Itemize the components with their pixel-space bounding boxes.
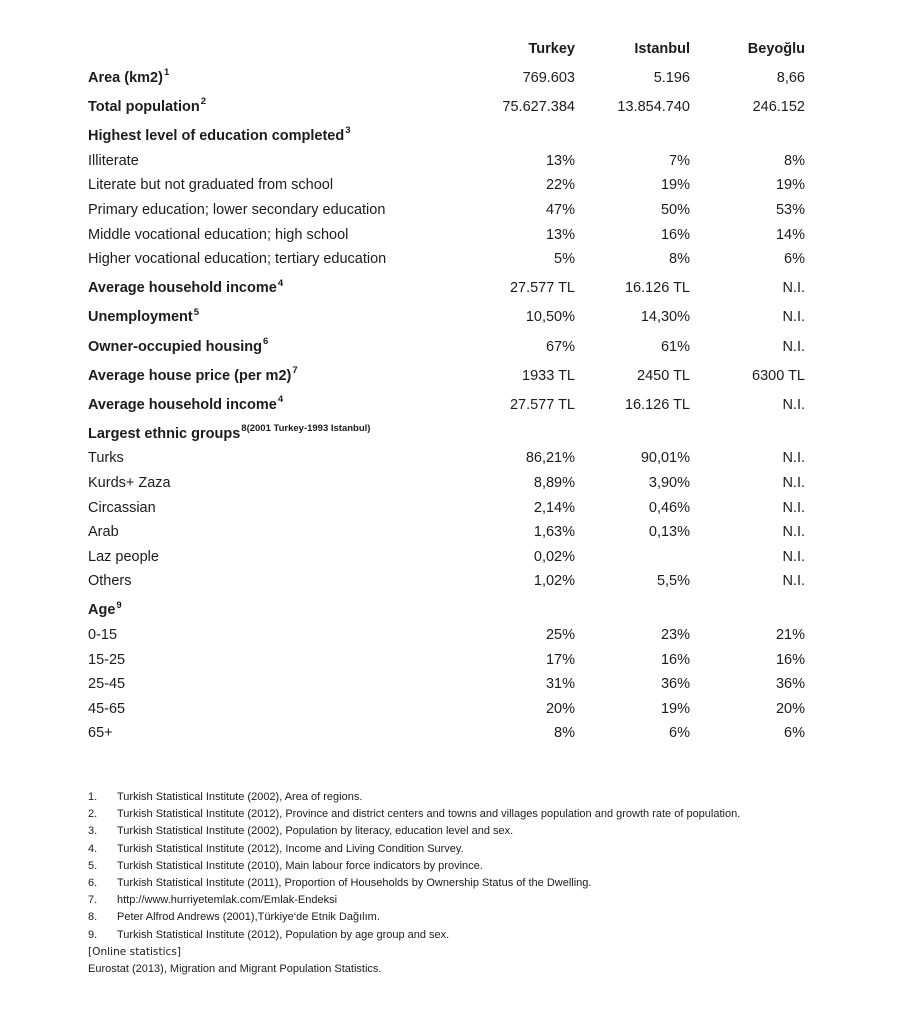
cell-istanbul: 16.126 TL <box>624 396 690 413</box>
cell-beyoglu: N.I. <box>782 475 805 491</box>
cell-turkey: 17% <box>545 651 575 668</box>
footnote-ref: 4 <box>277 393 284 405</box>
cell-turkey: 86,21% <box>525 450 575 467</box>
footnote-ref: 9 <box>116 599 122 611</box>
cell-istanbul: 8% <box>669 251 690 268</box>
table-row <box>88 393 805 418</box>
row-label-text: 65+ <box>88 725 113 742</box>
footnote-item <box>88 841 888 858</box>
table-row <box>88 598 805 623</box>
table-body <box>88 66 805 746</box>
row-label <box>88 672 460 697</box>
row-label-text: Turks <box>88 450 124 467</box>
cell-istanbul: 3,90% <box>648 475 690 491</box>
footnote-item <box>88 892 888 909</box>
row-label-text: Average household income <box>88 280 277 297</box>
row-label-text: Illiterate <box>88 152 139 169</box>
row-label <box>88 393 460 418</box>
footnote-number: 6. <box>88 877 98 890</box>
cell-istanbul: 13.854.740 <box>617 99 690 116</box>
row-label <box>88 520 460 545</box>
table-row <box>88 247 805 272</box>
row-label <box>88 95 460 120</box>
row-label <box>88 173 460 198</box>
footnote-ref: 4 <box>277 277 284 289</box>
cell-istanbul: 0,46% <box>648 499 690 516</box>
table-row <box>88 198 805 223</box>
footnote-number: 2. <box>88 808 98 821</box>
table-row <box>88 545 805 570</box>
footnote-text: Turkish Statistical Institute (2011), Proportion of Households by Ownership Status of the Dwelling. <box>117 877 592 890</box>
cell-turkey: 75.627.384 <box>502 99 575 116</box>
cell-beyoglu: N.I. <box>782 573 805 590</box>
cell-beyoglu: N.I. <box>782 396 805 413</box>
row-label-text: Highest level of education completed <box>88 128 345 145</box>
cell-beyoglu: N.I. <box>782 280 805 297</box>
table-row <box>88 173 805 198</box>
table-row <box>88 124 805 149</box>
cell-beyoglu: N.I. <box>782 338 805 355</box>
cell-beyoglu: 6% <box>784 251 805 268</box>
row-label <box>88 598 460 623</box>
row-label <box>88 471 460 496</box>
footnote-item <box>88 875 888 892</box>
row-label <box>88 623 460 648</box>
footnote-text: Turkish Statistical Institute (2012), Population by age group and sex. <box>117 928 450 941</box>
cell-turkey: 1,02% <box>533 573 575 590</box>
row-label-text: Middle vocational education; high school <box>88 226 349 243</box>
cell-turkey: 20% <box>545 700 575 717</box>
row-label <box>88 223 460 248</box>
table-row <box>88 149 805 174</box>
row-label-text: 25-45 <box>88 676 126 693</box>
table-row <box>88 648 805 673</box>
row-label-text: Unemployment <box>88 309 193 326</box>
cell-beyoglu: N.I. <box>782 524 805 541</box>
table-row <box>88 223 805 248</box>
cell-turkey: 1,63% <box>533 524 575 541</box>
row-label <box>88 364 460 389</box>
table-row <box>88 721 805 746</box>
table-row <box>88 697 805 722</box>
row-label <box>88 66 460 91</box>
row-label-text: Age <box>88 602 116 619</box>
footnote-extra-line: Eurostat (2013), Migration and Migrant Population Statistics. <box>88 963 382 976</box>
cell-istanbul: 6% <box>669 725 690 742</box>
cell-turkey: 8,89% <box>533 475 575 491</box>
row-label-text: Kurds+ Zaza <box>88 475 171 491</box>
cell-beyoglu: 36% <box>775 676 805 693</box>
cell-turkey: 2,14% <box>533 499 575 516</box>
footnote-extra-line: [Online statistics] <box>88 945 182 958</box>
row-label-text: Average household income <box>88 396 277 413</box>
table-row <box>88 305 805 330</box>
footnote-item <box>88 789 888 806</box>
row-label <box>88 149 460 174</box>
row-label <box>88 496 460 521</box>
table-row <box>88 672 805 697</box>
cell-turkey: 67% <box>545 338 575 355</box>
footnote-text: Turkish Statistical Institute (2002), Population by literacy, education level and sex. <box>117 825 514 838</box>
table-row <box>88 335 805 360</box>
cell-istanbul: 19% <box>660 177 690 194</box>
footnote-text: Peter Alfrod Andrews (2001),Türkiye‘de Etnik Dağılım. <box>117 911 380 924</box>
cell-beyoglu: 8,66 <box>776 70 805 87</box>
row-label <box>88 569 460 594</box>
cell-beyoglu: 246.152 <box>752 99 805 116</box>
cell-turkey: 0,02% <box>533 548 575 565</box>
row-label <box>88 648 460 673</box>
cell-istanbul: 16% <box>660 651 690 668</box>
footnote-text: http://www.hurriyetemlak.com/Emlak-Endeksi <box>117 894 338 907</box>
footnote-number: 5. <box>88 859 98 872</box>
footnote-ref: 1 <box>163 67 170 79</box>
row-label <box>88 721 460 746</box>
row-label-text: 45-65 <box>88 700 126 717</box>
table-row <box>88 422 805 447</box>
table-row <box>88 276 805 301</box>
footnote-ref: 8(2001 Turkey-1993 Istanbul) <box>241 422 371 434</box>
table-row <box>88 569 805 594</box>
cell-beyoglu: N.I. <box>782 450 805 467</box>
cell-turkey: 27.577 TL <box>509 396 575 413</box>
row-label-text: Circassian <box>88 499 156 516</box>
cell-beyoglu: 21% <box>775 627 805 644</box>
footnotes-numbered <box>88 789 888 944</box>
cell-turkey: 25% <box>545 627 575 644</box>
footnote-text: Turkish Statistical Institute (2012), Province and district centers and towns and villages population and growth rate of population. <box>117 808 741 821</box>
cell-beyoglu: 8% <box>784 152 805 169</box>
cell-turkey: 1933 TL <box>522 367 575 384</box>
row-label-text: Owner-occupied housing <box>88 338 263 355</box>
cell-istanbul: 23% <box>660 627 690 644</box>
cell-turkey: 769.603 <box>522 70 575 87</box>
row-label <box>88 545 460 570</box>
table-row <box>88 66 805 91</box>
footnote-ref: 6 <box>263 335 269 347</box>
footnote-number: 8. <box>88 911 98 924</box>
footnote-item <box>88 823 888 840</box>
footnote-number: 9. <box>88 928 98 941</box>
footnote-number: 1. <box>88 791 98 803</box>
cell-beyoglu: N.I. <box>782 309 805 326</box>
table-row <box>88 364 805 389</box>
column-header-beyoglu: Beyoğlu <box>747 41 805 57</box>
row-label <box>88 335 460 360</box>
table-row <box>88 471 805 496</box>
cell-istanbul: 7% <box>669 152 690 169</box>
cell-turkey: 8% <box>554 725 575 742</box>
footnote-item <box>88 927 888 944</box>
row-label-text: Largest ethnic groups <box>88 425 241 442</box>
column-header-istanbul: Istanbul <box>634 41 690 57</box>
table-row <box>88 95 805 120</box>
footnote-text: Turkish Statistical Institute (2010), Main labour force indicators by province. <box>117 859 483 872</box>
cell-beyoglu: 16% <box>775 651 805 668</box>
row-label-text: Arab <box>88 524 119 541</box>
cell-istanbul: 61% <box>660 338 690 355</box>
cell-beyoglu: 6% <box>784 725 805 742</box>
row-label-text: Primary education; lower secondary education <box>88 202 386 219</box>
cell-beyoglu: 20% <box>775 700 805 717</box>
footnote-item <box>88 858 888 875</box>
table-header-row <box>88 37 805 62</box>
row-label <box>88 446 460 471</box>
row-label-text: Average house price (per m2) <box>88 367 292 384</box>
cell-turkey: 10,50% <box>525 309 575 326</box>
cell-istanbul: 36% <box>660 676 690 693</box>
row-label-text: 0-15 <box>88 627 118 644</box>
cell-beyoglu: N.I. <box>782 548 805 565</box>
table-row <box>88 446 805 471</box>
row-label <box>88 422 460 447</box>
row-label <box>88 247 460 272</box>
row-label-text: Total population <box>88 99 200 116</box>
table-row <box>88 520 805 545</box>
footnote-text: Turkish Statistical Institute (2002), Area of regions. <box>117 791 363 803</box>
row-label-text: Others <box>88 573 132 590</box>
cell-beyoglu: 6300 TL <box>752 367 805 384</box>
row-label-text: Area (km2) <box>88 70 163 87</box>
cell-turkey: 5% <box>554 251 575 268</box>
cell-istanbul: 16.126 TL <box>624 280 690 297</box>
cell-beyoglu: 19% <box>775 177 805 194</box>
row-label <box>88 305 460 330</box>
footnote-item <box>88 806 888 823</box>
cell-istanbul: 19% <box>660 700 690 717</box>
footnotes-extra <box>88 944 888 978</box>
row-label <box>88 198 460 223</box>
cell-beyoglu: 14% <box>775 226 805 243</box>
footnote-item <box>88 909 888 926</box>
cell-istanbul: 5.196 <box>653 70 690 87</box>
column-header-turkey: Turkey <box>528 41 575 57</box>
stats-table <box>88 37 805 746</box>
cell-istanbul: 0,13% <box>648 524 690 541</box>
cell-turkey: 27.577 TL <box>509 280 575 297</box>
cell-turkey: 47% <box>545 202 575 219</box>
cell-turkey: 13% <box>545 152 575 169</box>
cell-istanbul: 5,5% <box>656 573 690 590</box>
table-row <box>88 623 805 648</box>
cell-istanbul: 90,01% <box>640 450 690 467</box>
cell-beyoglu: 53% <box>775 202 805 219</box>
row-label <box>88 697 460 722</box>
footnote-text: Turkish Statistical Institute (2012), Income and Living Condition Survey. <box>117 842 464 855</box>
cell-beyoglu: N.I. <box>782 499 805 516</box>
footnote-number: 3. <box>88 825 98 838</box>
cell-turkey: 31% <box>545 676 575 693</box>
footnote-number: 4. <box>88 842 98 855</box>
row-label-text: 15-25 <box>88 651 126 668</box>
footnote-ref: 3 <box>345 125 351 137</box>
cell-istanbul: 14,30% <box>640 309 690 326</box>
row-label <box>88 124 460 149</box>
cell-istanbul: 50% <box>660 202 690 219</box>
row-label-text: Higher vocational education; tertiary education <box>88 251 387 268</box>
footnote-ref: 2 <box>200 96 206 108</box>
footnote-ref: 7 <box>292 364 298 376</box>
footnotes <box>88 789 888 978</box>
row-label <box>88 276 460 301</box>
table-row <box>88 496 805 521</box>
cell-turkey: 13% <box>545 226 575 243</box>
cell-turkey: 22% <box>545 177 575 194</box>
footnote-ref: 5 <box>193 306 200 318</box>
footnote-number: 7. <box>88 894 98 907</box>
cell-istanbul: 2450 TL <box>637 367 690 384</box>
cell-istanbul: 16% <box>660 226 690 243</box>
row-label-text: Laz people <box>88 548 159 565</box>
row-label-text: Literate but not graduated from school <box>88 177 334 194</box>
